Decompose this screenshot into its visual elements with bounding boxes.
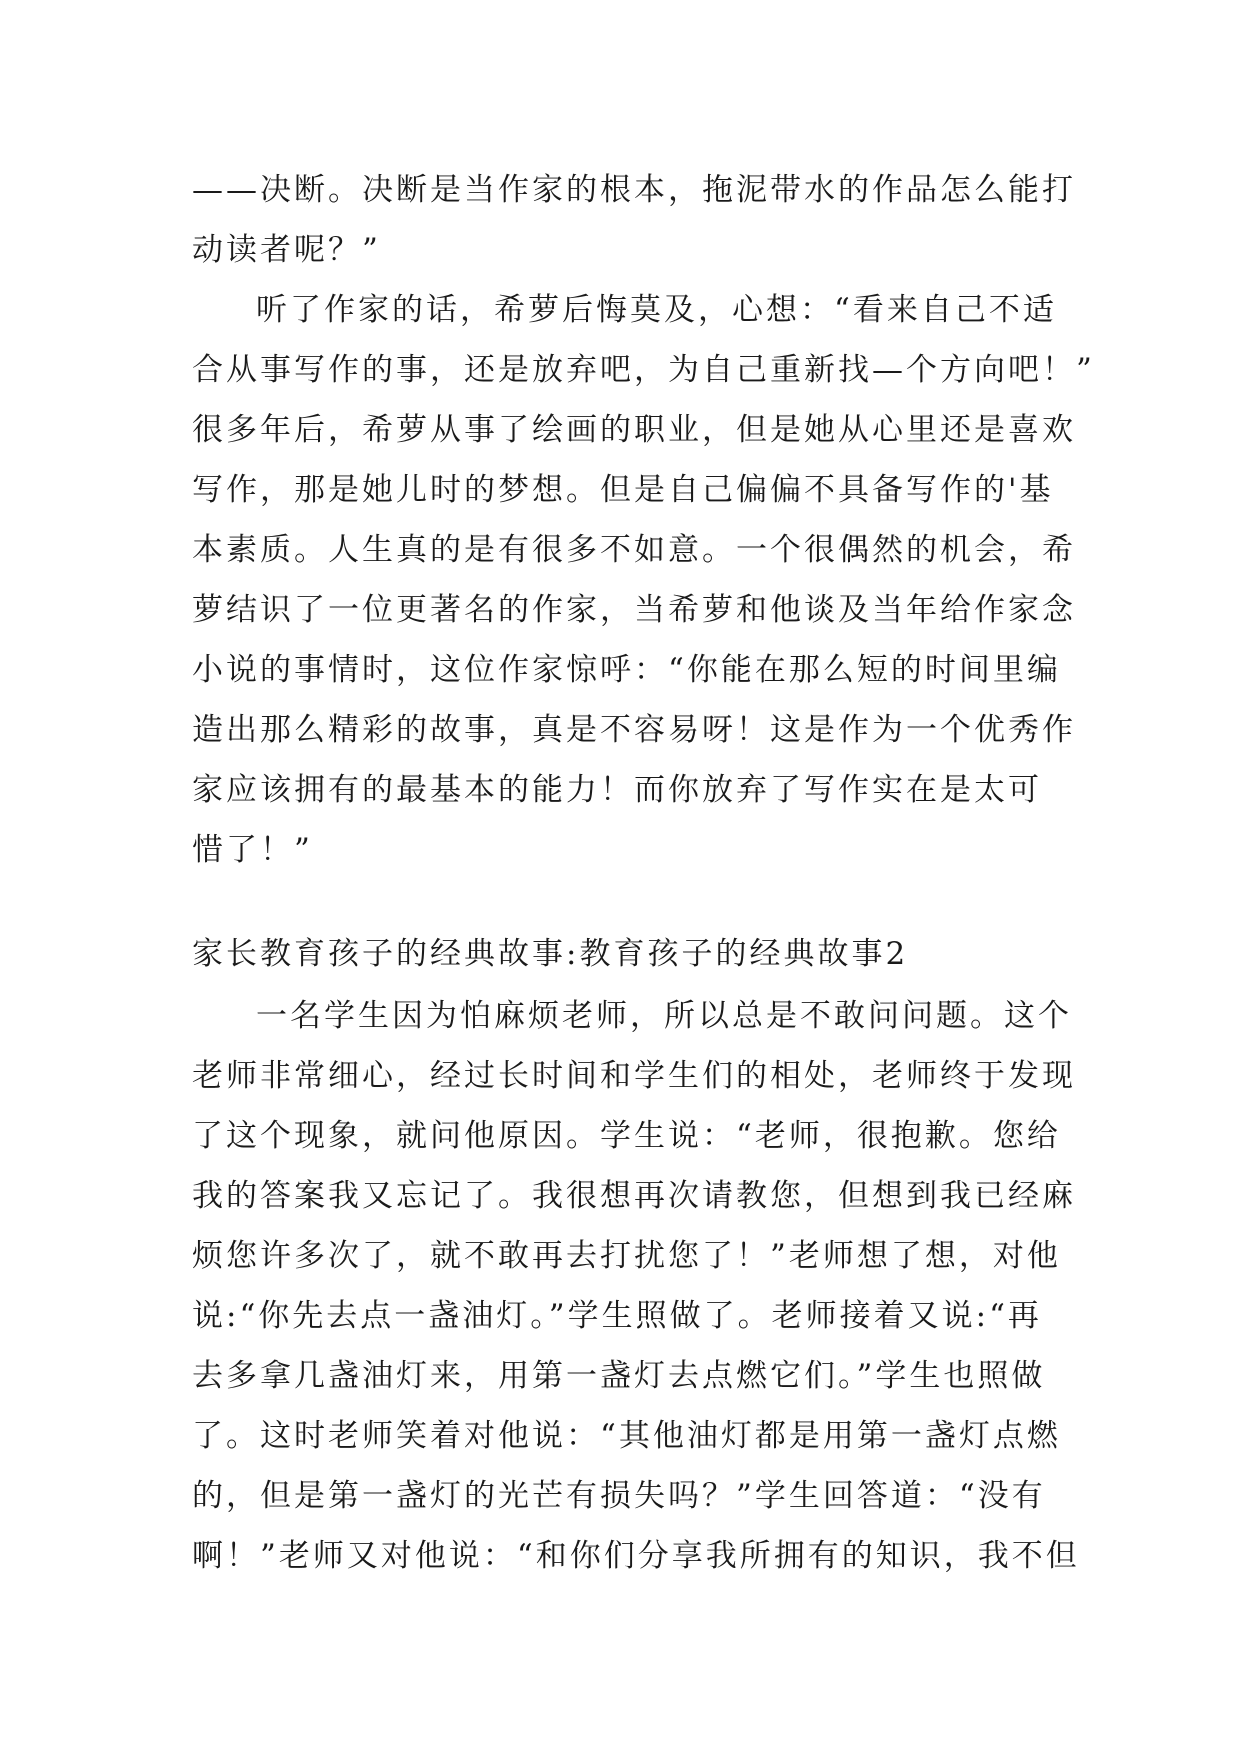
paragraph-continuation bbox=[192, 160, 1076, 280]
text-line: 小说的事情时，这位作家惊呼：“你能在那么短的时间里编 bbox=[192, 652, 1061, 688]
text-line: ——决断。决断是当作家的根本，拖泥带水的作品怎么能打 bbox=[192, 172, 1076, 208]
text-line: 烦您许多次了，就不敢再去打扰您了！”老师想了想，对他 bbox=[192, 1238, 1061, 1274]
text-line: 本素质。人生真的是有很多不如意。一个很偶然的机会，希 bbox=[192, 532, 1076, 568]
heading-text: 家长教育孩子的经典故事:教育孩子的经典故事2 bbox=[192, 936, 909, 972]
text-line: 萝结识了一位更著名的作家，当希萝和他谈及当年给作家念 bbox=[192, 592, 1076, 628]
text-line: 了。这时老师笑着对他说：“其他油灯都是用第一盏灯点燃 bbox=[192, 1418, 1061, 1454]
paragraph-story-ending bbox=[192, 280, 1095, 880]
text-line: 很多年后，希萝从事了绘画的职业，但是她从心里还是喜欢 bbox=[192, 412, 1076, 448]
paragraph-story-2 bbox=[192, 986, 1080, 1586]
text-line: 惜了！” bbox=[192, 832, 313, 868]
text-line: 老师非常细心，经过长时间和学生们的相处，老师终于发现 bbox=[192, 1058, 1076, 1094]
text-line: 的，但是第一盏灯的光芒有损失吗？”学生回答道：“没有 bbox=[192, 1478, 1046, 1514]
text-line: 去多拿几盏油灯来，用第一盏灯去点燃它们。”学生也照做 bbox=[192, 1358, 1046, 1394]
text-line: 啊！”老师又对他说：“和你们分享我所拥有的知识，我不但 bbox=[192, 1538, 1080, 1574]
text-line: 一名学生因为怕麻烦老师，所以总是不敢问问题。这个 bbox=[256, 998, 1072, 1034]
section-heading bbox=[192, 924, 1062, 984]
text-line: 了这个现象，就问他原因。学生说：“老师，很抱歉。您给 bbox=[192, 1118, 1061, 1154]
text-line: 家应该拥有的最基本的能力！而你放弃了写作实在是太可 bbox=[192, 772, 1042, 808]
text-line: 动读者呢？” bbox=[192, 232, 381, 268]
text-line: 听了作家的话，希萝后悔莫及，心想：“看来自己不适 bbox=[256, 292, 1057, 328]
text-line: 合从事写作的事，还是放弃吧，为自己重新找—个方向吧！” bbox=[192, 352, 1095, 388]
text-line: 我的答案我又忘记了。我很想再次请教您，但想到我已经麻 bbox=[192, 1178, 1076, 1214]
text-line: 说:“你先去点一盏油灯。”学生照做了。老师接着又说:“再 bbox=[192, 1298, 1042, 1334]
text-line: 写作，那是她儿时的梦想。但是自己偏偏不具备写作的'基 bbox=[192, 472, 1054, 508]
text-line: 造出那么精彩的故事，真是不容易呀！这是作为一个优秀作 bbox=[192, 712, 1076, 748]
